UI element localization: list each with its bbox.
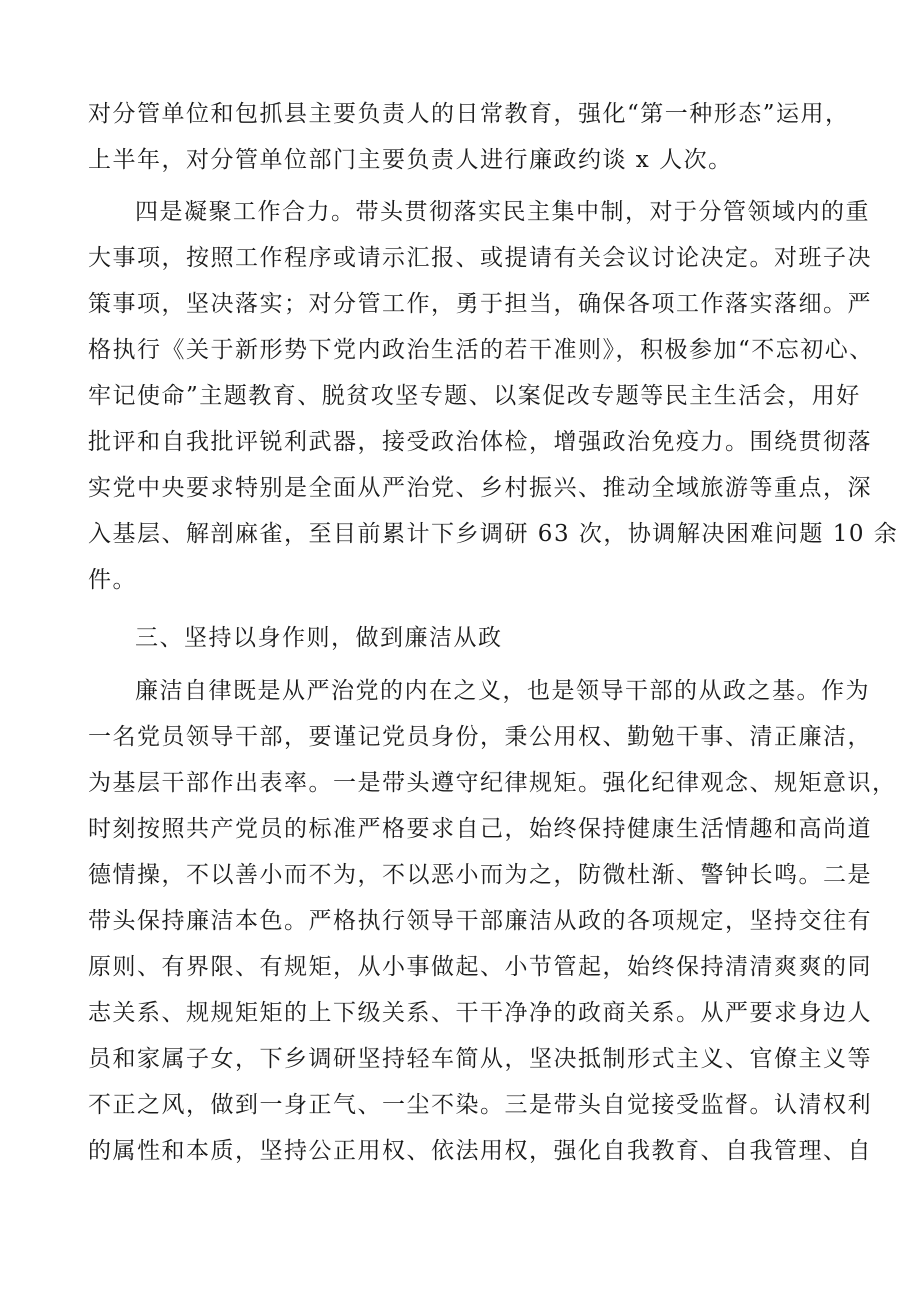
text-line: 时刻按照共产党员的标准严格要求自己，始终保持健康生活情趣和高尚道: [88, 816, 872, 842]
section-heading: 三、坚持以身作则，做到廉洁从政: [135, 625, 503, 651]
text-line: 实党中央要求特别是全面从严治党、乡村振兴、推动全域旅游等重点，深: [88, 475, 872, 501]
text-line: 原则、有界限、有规矩，从小事做起、小节管起，始终保持清清爽爽的同: [88, 954, 872, 980]
text-line: 对分管单位和包抓县主要负责人的日常教育，强化“第一种形态”运用，: [88, 101, 850, 127]
text-line: 德情操，不以善小而不为，不以恶小而为之，防微杜渐、警钟长鸣。二是: [88, 862, 872, 888]
text-line: 一名党员领导干部，要谨记党员身份，秉公用权、勤勉干事、清正廉洁，: [88, 724, 872, 750]
text-line: 大事项，按照工作程序或请示汇报、或提请有关会议讨论决定。对班子决: [88, 245, 872, 271]
text-line: 志关系、规规矩矩的上下级关系、干干净净的政商关系。从严要求身边人: [88, 1000, 872, 1026]
text-line: 入基层、解剖麻雀，至目前累计下乡调研 63 次，协调解决困难问题 10 余: [88, 521, 899, 547]
text-line: 上半年，对分管单位部门主要负责人进行廉政约谈 x 人次。: [88, 147, 733, 173]
text-line: 件。: [88, 567, 137, 593]
text-line: 的属性和本质，坚持公正用权、依法用权，强化自我教育、自我管理、自: [88, 1138, 872, 1164]
text-line: 牢记使命”主题教育、脱贫攻坚专题、以案促改专题等民主生活会，用好: [88, 383, 861, 409]
text-line: 批评和自我批评锐利武器，接受政治体检，增强政治免疫力。围绕贯彻落: [88, 429, 872, 455]
text-line: 格执行《关于新形势下党内政治生活的若干准则》，积极参加“不忘初心、: [88, 337, 874, 363]
text-line: 员和家属子女，下乡调研坚持轻车简从，坚决抵制形式主义、官僚主义等: [88, 1046, 872, 1072]
text-line: 策事项，坚决落实；对分管工作，勇于担当，确保各项工作落实落细。严: [88, 291, 872, 317]
text-line: 为基层干部作出表率。一是带头遵守纪律规矩。强化纪律观念、规矩意识，: [88, 770, 897, 796]
text-line: 带头保持廉洁本色。严格执行领导干部廉洁从政的各项规定，坚持交往有: [88, 908, 872, 934]
text-line: 不正之风，做到一身正气、一尘不染。三是带头自觉接受监督。认清权利: [88, 1092, 872, 1118]
paragraph-start-line: 廉洁自律既是从严治党的内在之义，也是领导干部的从政之基。作为: [135, 678, 870, 704]
paragraph-start-line: 四是凝聚工作合力。带头贯彻落实民主集中制，对于分管领域内的重: [135, 199, 870, 225]
